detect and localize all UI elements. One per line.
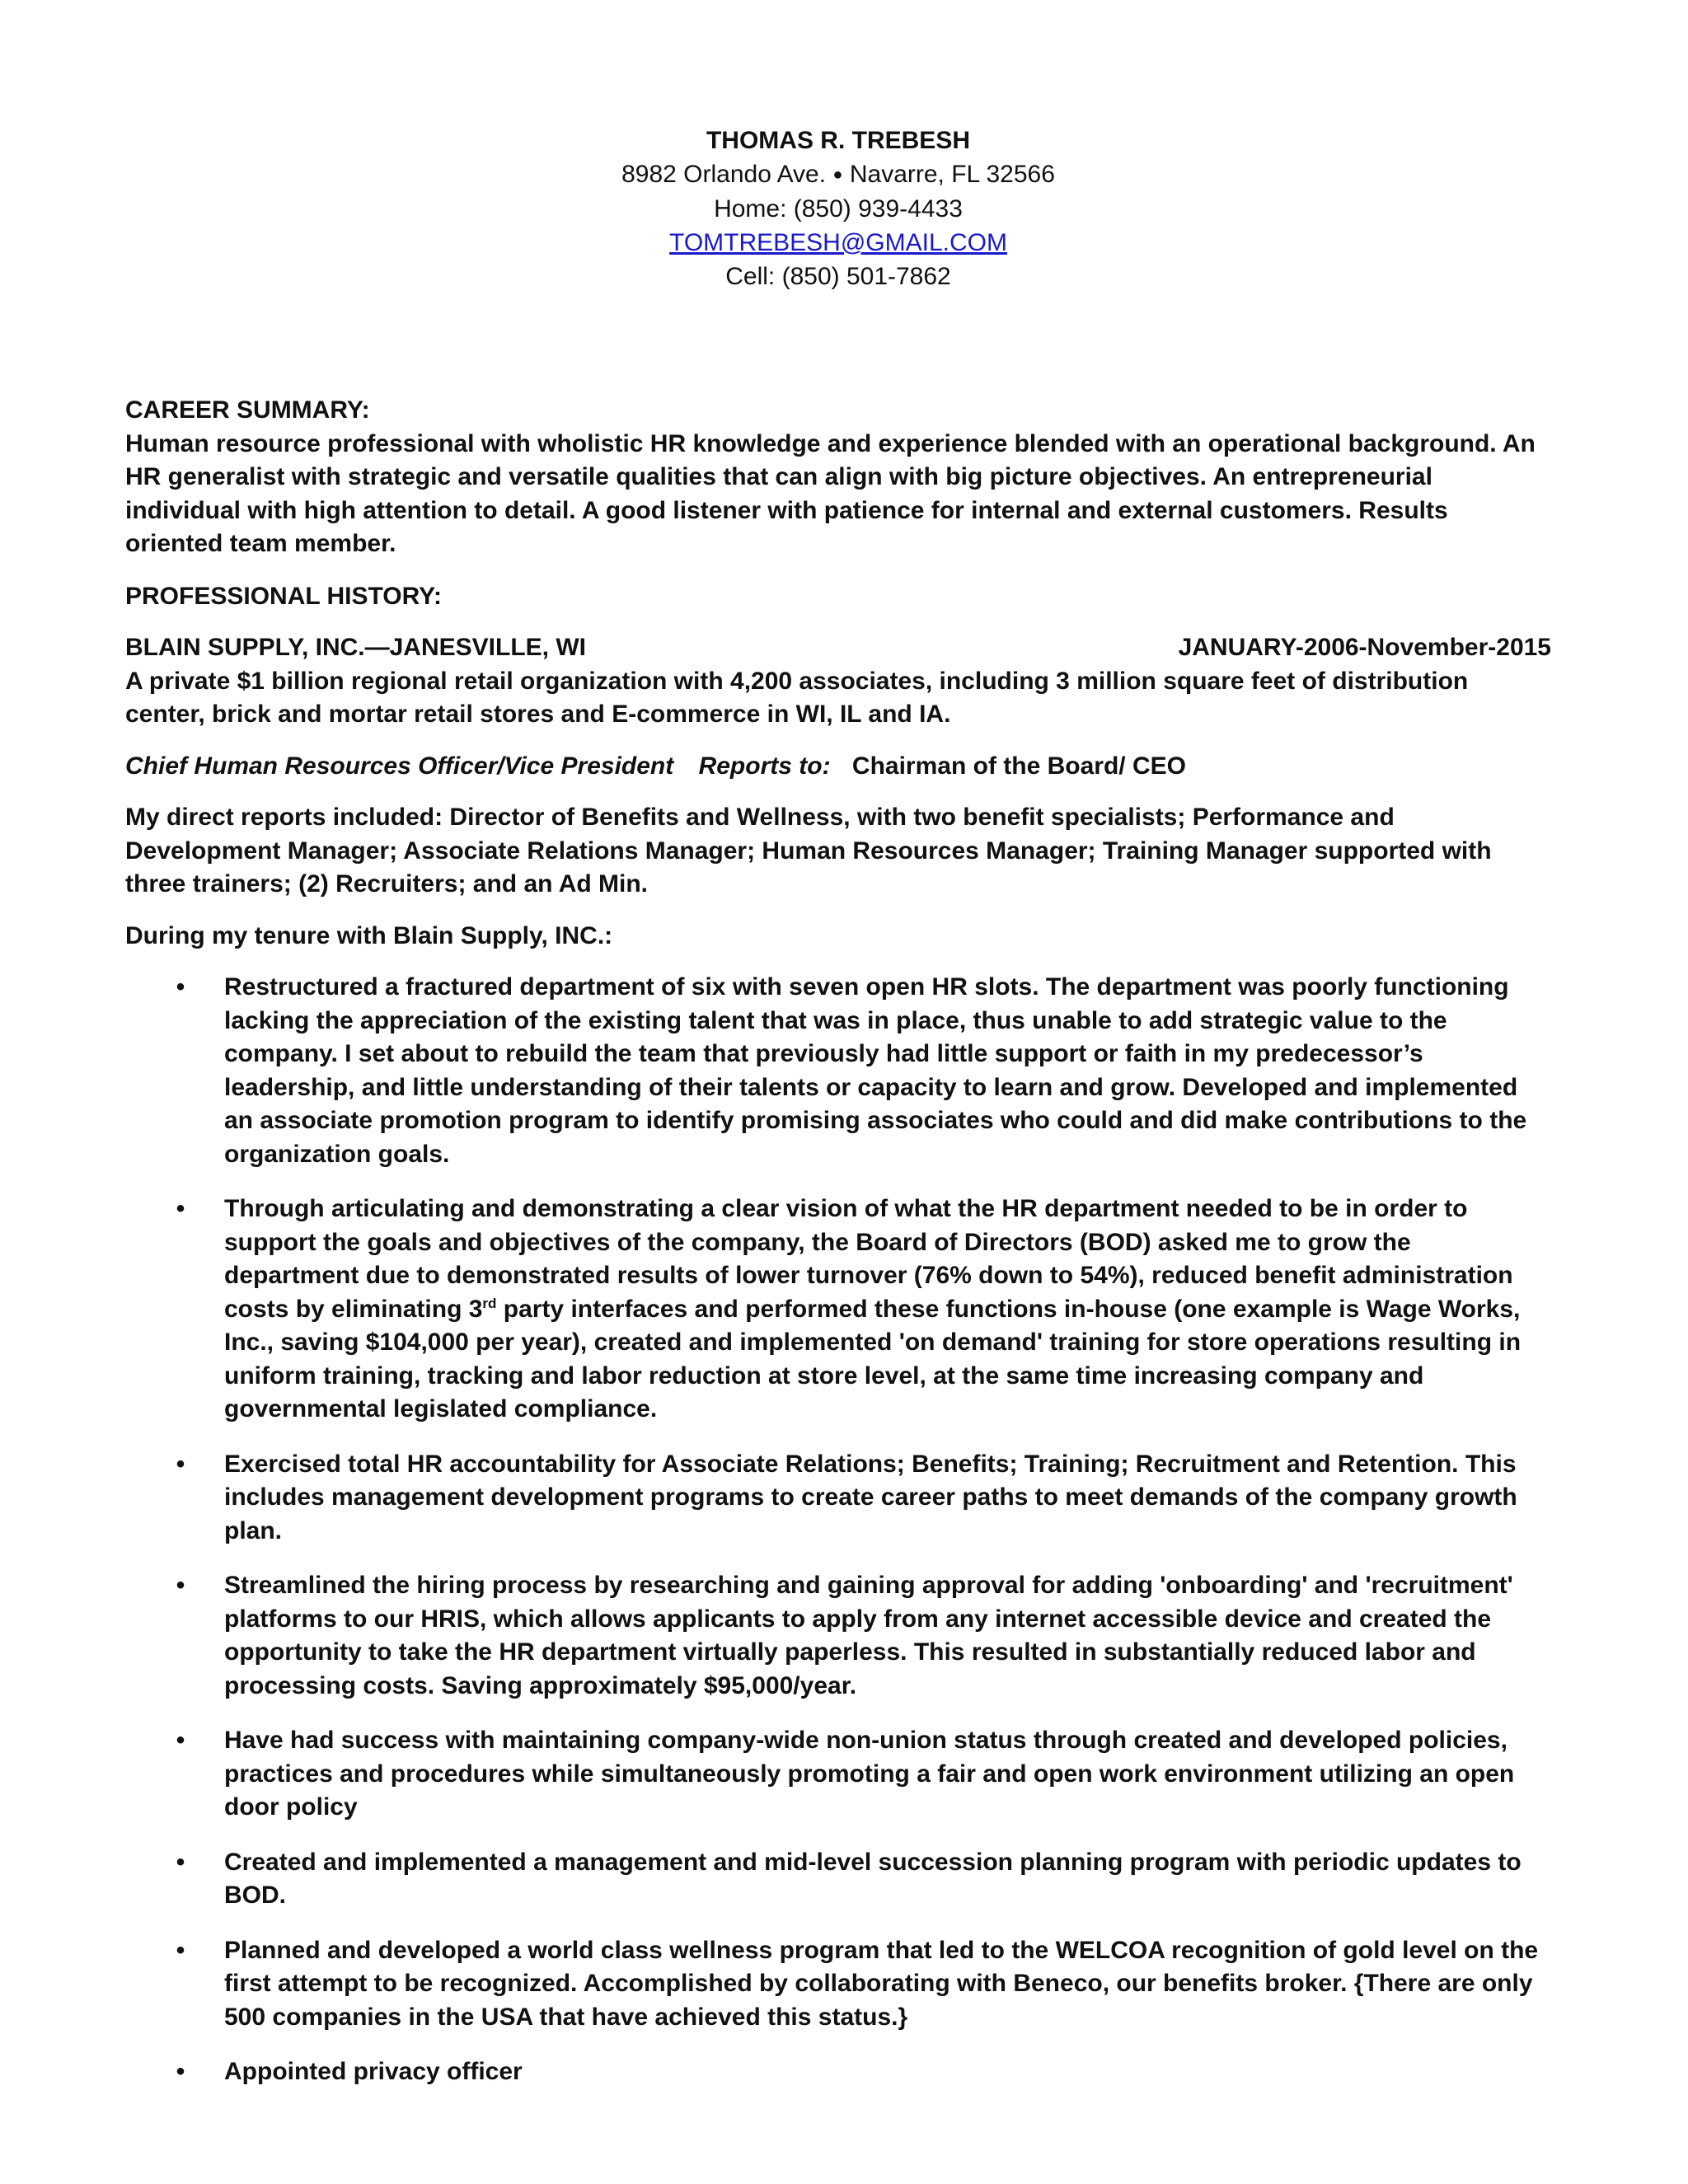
- career-summary-heading: CAREER SUMMARY:: [125, 396, 370, 424]
- reports-to-label: Reports to:: [698, 752, 831, 780]
- email-link[interactable]: TOMTREBESH@GMAIL.COM: [669, 229, 1007, 256]
- employment-dates: JANUARY-2006-November-2015: [1178, 634, 1551, 661]
- ordinal-superscript: rd: [482, 1295, 497, 1311]
- career-summary-section: [125, 394, 1551, 561]
- list-item: [125, 1569, 1551, 1703]
- list-item: [125, 971, 1551, 1171]
- bullet-icon: •: [176, 1195, 185, 1222]
- bullet-icon: •: [176, 1572, 185, 1599]
- company-line: [125, 631, 1551, 665]
- bullet-separator-icon: ●: [832, 166, 843, 184]
- list-item-text: Streamlined the hiring process by researching and gaining approval for adding 'onboarding' and 'recruitment' platforms to our HRIS, which allows applicants to apply from any internet accessible device and created the opportunity to take the HR department virtually paperless. This resulted in substantially reduced labor and processing costs. Saving approximately $95,000/year.: [224, 1572, 1513, 1699]
- list-item-text: Exercised total HR accountability for Associate Relations; Benefits; Training; Recruitment and Retention. This includes management development programs to create career paths to meet demands of the company growth plan.: [224, 1450, 1517, 1544]
- company-description: A private $1 billion regional retail organization with 4,200 associates, including 3 million square feet of distribution center, brick and mortar retail stores and E-commerce in WI, IL and IA.: [125, 667, 1469, 728]
- list-item-text: Restructured a fractured department of six with seven open HR slots. The department was poorly functioning lacking the appreciation of the existing talent that was in place, thus unable to add strategic value to the company. I set about to rebuild the team that previously had little support or faith in my predecessor’s leadership, and little understanding of their talents or capacity to learn and grow. Developed and implemented an associate promotion program to identify promising associates who could and did make contributions to the organization goals.: [224, 973, 1527, 1168]
- list-item: [125, 1448, 1551, 1549]
- address-street: 8982 Orlando Ave.: [621, 161, 827, 188]
- list-item: [125, 1846, 1551, 1913]
- bullet-icon: •: [176, 1727, 185, 1754]
- bullet-icon: •: [176, 973, 185, 1001]
- reports-to-value: Chairman of the Board/ CEO: [851, 752, 1186, 780]
- resume-page: [125, 124, 1551, 2111]
- professional-history-heading: PROFESSIONAL HISTORY:: [125, 582, 442, 610]
- list-item-text: Through articulating and demonstrating a clear vision of what the HR department needed to be in order to support the goals and objectives of the company, the Board of Directors (BOD) asked me to grow the department due to demonstrated results of lower turnover (76% down to 54%), reduced benefit administration costs by eliminating 3: [224, 1195, 1513, 1323]
- bullet-icon: •: [176, 2058, 185, 2085]
- home-phone: Home: (850) 939-4433: [714, 195, 963, 223]
- contact-header: [125, 124, 1551, 293]
- list-item: [125, 1193, 1551, 1427]
- career-summary-text: Human resource professional with wholistic HR knowledge and experience blended with an operational background. An HR generalist with strategic and versatile qualities that can align with big picture objectives. An entrepreneurial individual with high attention to detail. A good listener with patience for internal and external customers. Results oriented team member.: [125, 429, 1536, 557]
- list-item-text: Have had success with maintaining company-wide non-union status through created and developed policies, practices and procedures while simultaneously promoting a fair and open work environment utilizing an open door policy: [224, 1727, 1515, 1821]
- professional-history-section: [125, 580, 1551, 2089]
- list-item: [125, 2055, 1551, 2089]
- list-item-text: Planned and developed a world class wellness program that led to the WELCOA recognition of gold level on the first attempt to be recognized. Accomplished by collaborating with Beneco, our benefits broker. {There are only 500 companies in the USA that have achieved this status.}: [224, 1936, 1539, 2031]
- list-item: [125, 1724, 1551, 1825]
- bullet-icon: •: [176, 1450, 185, 1478]
- tenure-intro: During my tenure with Blain Supply, INC.:: [125, 921, 613, 949]
- company-name: BLAIN SUPPLY, INC.—JANESVILLE, WI: [125, 634, 586, 661]
- candidate-name: THOMAS R. TREBESH: [706, 127, 970, 154]
- list-item-text-continued: party interfaces and performed these functions in-house (one example is Wage Works, Inc., saving $104,000 per year), created and implemented 'on demand' training for store operations resulting in uniform training, tracking and labor reduction at store level, at the same time increasing company and governmental legislated compliance.: [224, 1295, 1522, 1422]
- bullet-icon: •: [176, 1848, 185, 1876]
- bullet-icon: •: [176, 1936, 185, 1964]
- list-item-text: Created and implemented a management and mid-level succession planning program with periodic updates to BOD.: [224, 1848, 1522, 1909]
- direct-reports-text: My direct reports included: Director of Benefits and Wellness, with two benefit specialists; Performance and Development Manager; Associate Relations Manager; Human Resources Manager; Training Manager supported with three trainers; (2) Recruiters; and an Ad Min.: [125, 804, 1492, 898]
- role-line: [125, 750, 1551, 784]
- cell-phone: Cell: (850) 501-7862: [725, 263, 951, 290]
- role-title: Chief Human Resources Officer/Vice President: [125, 752, 674, 780]
- address-line: [125, 157, 1551, 192]
- address-city: Navarre, FL 32566: [849, 161, 1055, 188]
- list-item: [125, 1934, 1551, 2035]
- achievements-list: [125, 971, 1551, 2089]
- list-item-text: Appointed privacy officer: [224, 2058, 523, 2085]
